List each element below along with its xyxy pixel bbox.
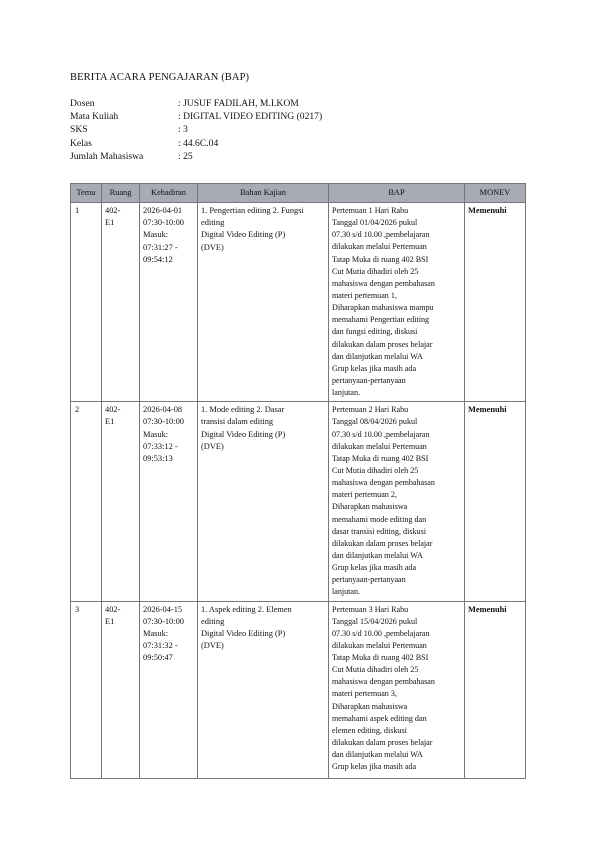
cell-ruang-line: 402- xyxy=(105,206,121,215)
cell-bap-line: dilakukan dalam proses belajar xyxy=(332,538,433,548)
cell-bap-line: Grup kelas jika masih ada xyxy=(332,762,417,772)
cell-bap-line: dan fungsi editing, diskusi xyxy=(332,327,418,337)
cell-bap-line: Grup kelas jika masih ada xyxy=(332,363,417,373)
header-temu: Temu xyxy=(71,184,102,203)
cell-bahan-kajian-line: 1. Mode editing 2. Dasar xyxy=(201,405,285,415)
cell-bap-line: Diharapkan mahasiswa xyxy=(332,502,408,512)
cell-kehadiran xyxy=(140,601,198,778)
cell-bap-line: dilakukan melalui Pertemuan xyxy=(332,640,427,650)
info-value: : 3 xyxy=(178,124,188,136)
cell-ruang-line: E1 xyxy=(105,218,115,228)
cell-bap-line: dilakukan melalui Pertemuan xyxy=(332,242,427,252)
cell-bap-line: Tatap Muka di ruang 402 BSI xyxy=(332,653,429,663)
cell-bap-line: memahami Pengertian editing xyxy=(332,315,430,325)
cell-bahan-kajian-line: Digital Video Editing (P) xyxy=(201,628,286,638)
table-header-row xyxy=(71,184,526,203)
cell-temu: 2 xyxy=(71,402,102,601)
cell-kehadiran-line: 07:31:32 - xyxy=(143,641,178,651)
header-bap: BAP xyxy=(329,184,465,203)
cell-kehadiran xyxy=(140,203,198,402)
cell-bahan-kajian-line: editing xyxy=(201,218,225,228)
cell-bap-line: Cut Mutia dihadiri oleh 25 xyxy=(332,465,419,475)
cell-kehadiran-line: 07:30-10:00 xyxy=(143,218,184,228)
cell-bap-line: materi pertemuan 1, xyxy=(332,290,397,300)
cell-bahan-kajian xyxy=(198,203,329,402)
cell-bahan-kajian-line: editing xyxy=(201,616,225,626)
cell-bap-line: dasar transisi editing, diskusi xyxy=(332,526,426,536)
cell-kehadiran-line: 07:30-10:00 xyxy=(143,616,184,626)
cell-temu: 3 xyxy=(71,601,102,778)
cell-kehadiran-line: Masuk: xyxy=(143,429,169,439)
cell-bap-line: dilakukan melalui Pertemuan xyxy=(332,441,427,451)
cell-bahan-kajian-line: 1. Aspek editing 2. Elemen xyxy=(201,604,292,614)
cell-bahan-kajian xyxy=(198,601,329,778)
document-title: BERITA ACARA PENGAJARAN (BAP) xyxy=(70,72,250,83)
cell-bap-line: Tanggal 08/04/2026 pukul xyxy=(332,417,418,427)
cell-bap-line: pertanyaan-pertanyaan xyxy=(332,375,406,385)
cell-bap-line: Pertemuan 1 Hari Rabu xyxy=(332,206,409,215)
info-label: Jumlah Mahasiswa xyxy=(70,150,144,162)
cell-ruang-line: E1 xyxy=(105,616,115,626)
cell-kehadiran-line: 09:54:12 xyxy=(143,254,173,264)
info-label: Kelas xyxy=(70,137,92,149)
cell-bahan-kajian-line: 1. Pengertian editing 2. Fungsi xyxy=(201,206,304,215)
cell-kehadiran-line: 07:33:12 - xyxy=(143,441,178,451)
info-label: Mata Kuliah xyxy=(70,111,119,123)
cell-bap xyxy=(329,402,465,601)
cell-kehadiran-line: 09:50:47 xyxy=(143,653,173,663)
bap-table xyxy=(70,183,526,779)
cell-ruang xyxy=(102,203,140,402)
cell-bap-line: memahami mode editing dan xyxy=(332,514,427,524)
cell-bap-line: Cut Mutia dihadiri oleh 25 xyxy=(332,665,419,675)
info-value: : DIGITAL VIDEO EDITING (0217) xyxy=(178,111,323,123)
cell-bahan-kajian-line: (DVE) xyxy=(201,242,224,252)
cell-kehadiran-line: Masuk: xyxy=(143,230,169,240)
cell-bap-line: 07.30 s/d 10.00 ,pembelajaran xyxy=(332,429,430,439)
cell-bahan-kajian xyxy=(198,402,329,601)
cell-ruang-line: E1 xyxy=(105,417,115,427)
cell-bap-line: 07.30 s/d 10.00 ,pembelajaran xyxy=(332,230,430,240)
info-label: SKS xyxy=(70,124,88,136)
cell-bap xyxy=(329,203,465,402)
cell-bap-line: mahasiswa dengan pembahasan xyxy=(332,278,435,288)
header-monev: MONEV xyxy=(465,184,526,203)
cell-bap-line: mahasiswa dengan pembahasan xyxy=(332,478,435,488)
cell-bap-line: Tatap Muka di ruang 402 BSI xyxy=(332,453,429,463)
cell-bap xyxy=(329,601,465,778)
cell-bap-line: pertanyaan-pertanyaan xyxy=(332,575,406,585)
cell-bap-line: materi pertemuan 2, xyxy=(332,490,397,500)
cell-bahan-kajian-line: (DVE) xyxy=(201,641,224,651)
table-row xyxy=(71,402,526,601)
cell-monev: Memenuhi xyxy=(465,203,526,402)
cell-bap-line: Tanggal 15/04/2026 pukul xyxy=(332,616,418,626)
cell-kehadiran-line: 07:30-10:00 xyxy=(143,417,184,427)
cell-ruang-line: 402- xyxy=(105,405,121,415)
header-kehadiran: Kehadiran xyxy=(140,184,198,203)
cell-temu: 1 xyxy=(71,203,102,402)
cell-bap-line: materi pertemuan 3, xyxy=(332,689,397,699)
cell-bap-line: Cut Mutia dihadiri oleh 25 xyxy=(332,266,419,276)
cell-bap-line: mahasiswa dengan pembahasan xyxy=(332,677,435,687)
cell-kehadiran-line: 09:53:13 xyxy=(143,454,173,463)
cell-kehadiran-line: 2026-04-15 xyxy=(143,604,183,614)
cell-bahan-kajian-line: (DVE) xyxy=(201,441,224,451)
cell-bap-line: Tanggal 01/04/2026 pukul xyxy=(332,218,418,228)
cell-bap-line: dilakukan dalam proses belajar xyxy=(332,738,433,748)
cell-kehadiran xyxy=(140,402,198,601)
cell-bap-line: dan dilanjutkan melalui WA xyxy=(332,351,423,361)
cell-bahan-kajian-line: Digital Video Editing (P) xyxy=(201,429,286,439)
cell-bap-line: dan dilanjutkan melalui WA xyxy=(332,750,423,760)
cell-ruang xyxy=(102,601,140,778)
info-value: : 44.6C.04 xyxy=(178,137,219,149)
cell-bap-line: Tatap Muka di ruang 402 BSI xyxy=(332,254,429,264)
cell-bap-line: 07.30 s/d 10.00 ,pembelajaran xyxy=(332,628,430,638)
cell-kehadiran-line: 2026-04-01 xyxy=(143,206,183,215)
info-value: : JUSUF FADILAH, M.I.KOM xyxy=(178,98,299,109)
cell-bap-line: Diharapkan mahasiswa mampu xyxy=(332,303,434,313)
info-label: Dosen xyxy=(70,98,95,109)
header-bahan-kajian: Bahan Kajian xyxy=(198,184,329,203)
info-value: : 25 xyxy=(178,150,193,162)
cell-kehadiran-line: 07:31:27 - xyxy=(143,242,178,252)
cell-bap-line: elemen editing, diskusi xyxy=(332,725,407,735)
cell-bap-line: Diharapkan mahasiswa xyxy=(332,701,408,711)
cell-kehadiran-line: Masuk: xyxy=(143,628,169,638)
cell-kehadiran-line: 2026-04-08 xyxy=(143,405,183,415)
cell-bahan-kajian-line: transisi dalam editing xyxy=(201,417,274,427)
table-row xyxy=(71,203,526,402)
cell-ruang-line: 402- xyxy=(105,604,121,614)
cell-bahan-kajian-line: Digital Video Editing (P) xyxy=(201,230,286,240)
cell-bap-line: Pertemuan 3 Hari Rabu xyxy=(332,604,409,614)
cell-monev: Memenuhi xyxy=(465,601,526,778)
cell-bap-line: Grup kelas jika masih ada xyxy=(332,563,417,573)
cell-ruang xyxy=(102,402,140,601)
cell-monev: Memenuhi xyxy=(465,402,526,601)
cell-bap-line: memahami aspek editing dan xyxy=(332,713,427,723)
cell-bap-line: dan dilanjutkan melalui WA xyxy=(332,550,423,560)
cell-bap-line: Pertemuan 2 Hari Rabu xyxy=(332,405,409,415)
cell-bap-line: dilakukan dalam proses belajar xyxy=(332,339,433,349)
table-row xyxy=(71,601,526,778)
cell-bap-line: lanjutan. xyxy=(332,587,361,597)
cell-bap-line: lanjutan. xyxy=(332,388,361,398)
header-ruang: Ruang xyxy=(102,184,140,203)
